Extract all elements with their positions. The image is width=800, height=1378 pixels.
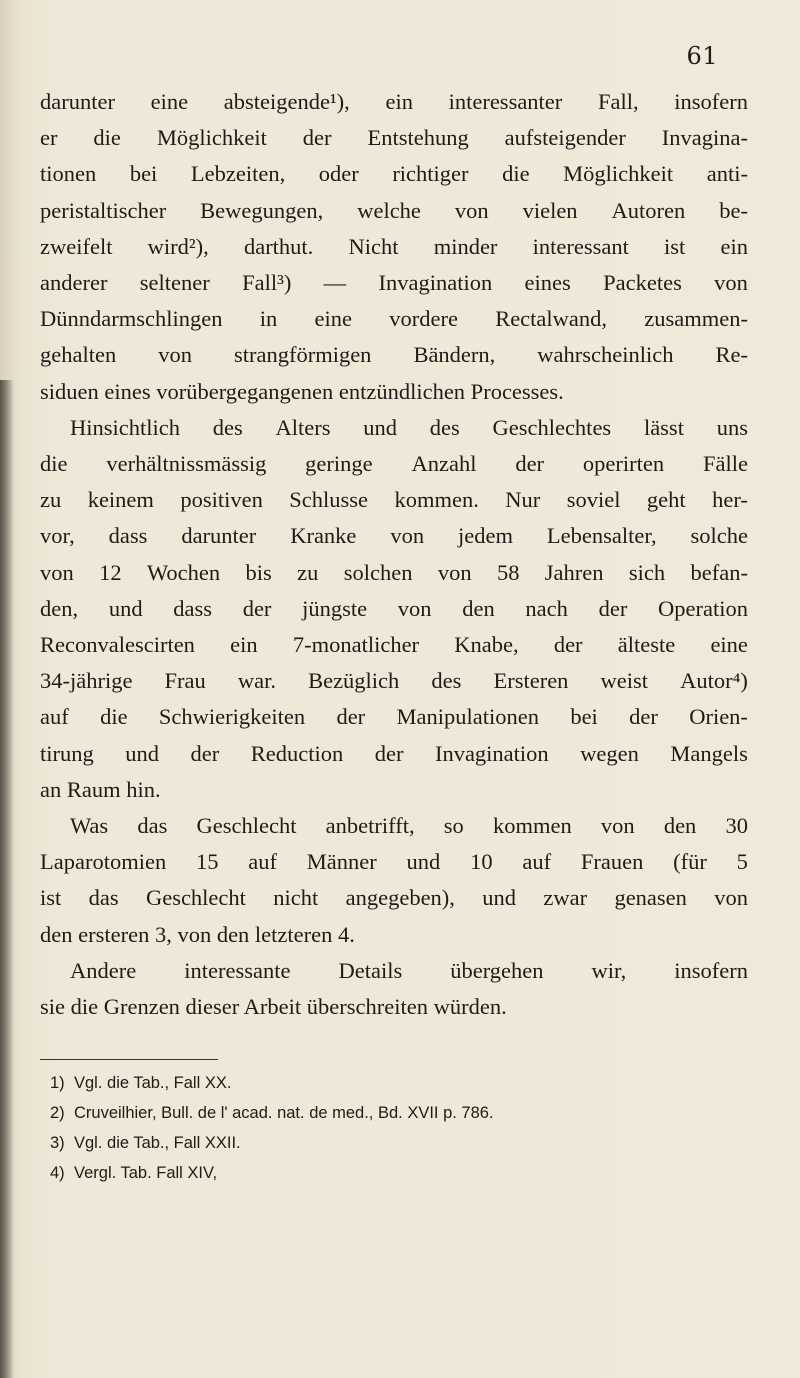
text-line: den, und dass der jüngste von den nach der Operation [40,595,748,621]
footnote-text: Cruveilhier, Bull. de l' acad. nat. de med., Bd. XVII p. 786. [74,1104,494,1122]
footnote-number: 1) [50,1074,65,1092]
paragraph [40,953,748,1025]
footnote-text: Vergl. Tab. Fall XIV, [74,1164,218,1182]
footnote-text: Vgl. die Tab., Fall XXII. [74,1134,241,1152]
footnote [40,1128,760,1158]
text-line: 34-jährige Frau war. Bezüglich des Ersteren weist Autor⁴) [40,668,748,694]
footnote-text: Vgl. die Tab., Fall XX. [74,1074,232,1092]
text-line: siduen eines vorübergegangenen entzündlichen Processes. [40,378,564,404]
book-spine-shadow [0,380,14,1378]
text-line: ist das Geschlecht nicht angegeben), und zwar genasen von [40,885,748,911]
text-line: tionen bei Lebzeiten, oder richtiger die Möglichkeit anti- [40,161,748,187]
text-line: Reconvalescirten ein 7-monatlicher Knabe, der älteste eine [40,632,748,658]
text-line: vor, dass darunter Kranke von jedem Lebensalter, solche [40,523,748,549]
text-line: Hinsichtlich des Alters und des Geschlechtes lässt uns [70,414,748,440]
body-text [40,84,748,1025]
text-line: Was das Geschlecht anbetrifft, so kommen von den 30 [70,813,748,839]
text-line: den ersteren 3, von den letzteren 4. [40,921,355,947]
footnote-rule [40,1059,218,1060]
text-line: an Raum hin. [40,776,161,802]
text-line: auf die Schwierigkeiten der Manipulationen bei der Orien- [40,704,748,730]
text-line: sie die Grenzen dieser Arbeit überschreiten würden. [40,994,507,1020]
text-line: Dünndarmschlingen in eine vordere Rectalwand, zusammen- [40,306,748,332]
text-line: Andere interessante Details übergehen wir, insofern [70,957,748,983]
text-line: zu keinem positiven Schlusse kommen. Nur soviel geht her- [40,487,748,513]
footnote-number: 4) [50,1164,65,1182]
text-line: Laparotomien 15 auf Männer und 10 auf Frauen (für 5 [40,849,748,875]
text-line: die verhältnissmässig geringe Anzahl der operirten Fälle [40,451,748,477]
text-line: darunter eine absteigende¹), ein interessanter Fall, insofern [40,89,748,114]
text-line: anderer seltener Fall³) — Invagination eines Packetes von [40,270,748,296]
paragraph [40,410,748,808]
text-line: peristaltischer Bewegungen, welche von vielen Autoren be- [40,197,748,223]
paragraph [40,808,748,953]
footnote [40,1068,760,1098]
text-line: zweifelt wird²), darthut. Nicht minder interessant ist ein [40,233,748,259]
paragraph [40,84,748,410]
text-line: tirung und der Reduction der Invagination wegen Mangels [40,740,748,766]
text-line: von 12 Wochen bis zu solchen von 58 Jahren sich befan- [40,559,748,585]
footnote [40,1158,760,1188]
footnote [40,1098,760,1128]
text-line: gehalten von strangförmigen Bändern, wahrscheinlich Re- [40,342,748,368]
text-line: er die Möglichkeit der Entstehung aufsteigender Invagina- [40,125,748,151]
page-number: 61 [686,42,718,70]
footnotes [40,1068,760,1188]
footnote-number: 3) [50,1134,65,1152]
footnote-number: 2) [50,1104,65,1122]
